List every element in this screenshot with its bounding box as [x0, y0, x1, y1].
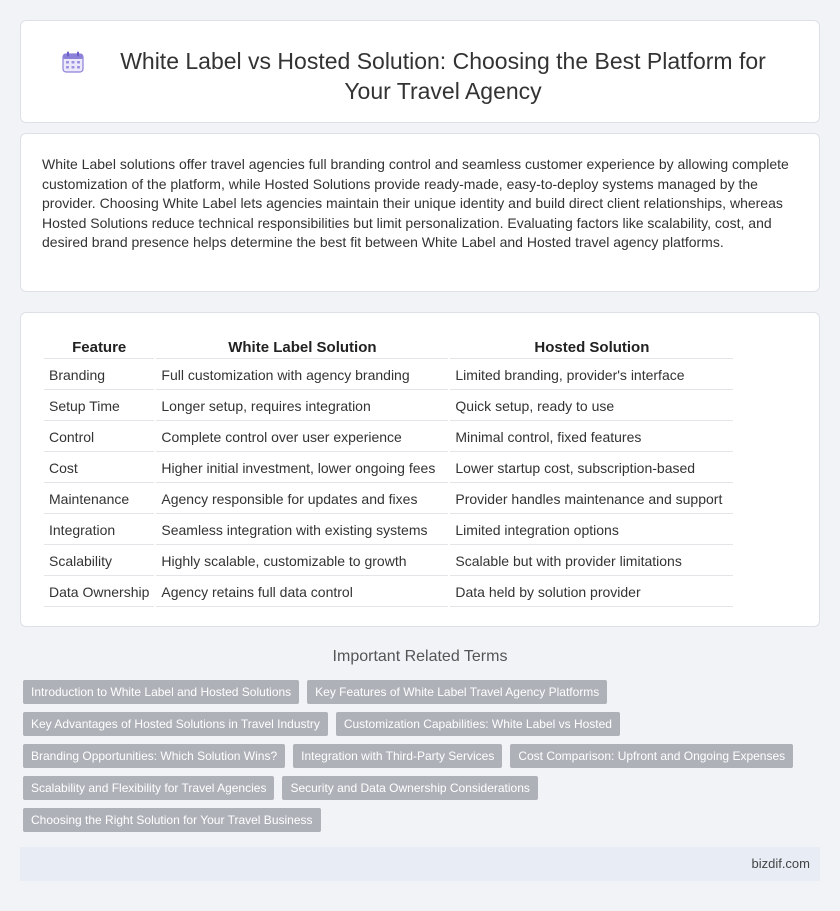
related-term-link[interactable]: Choosing the Right Solution for Your Travel Business [23, 808, 321, 832]
table-cell: Full customization with agency branding [156, 361, 448, 390]
table-cell: Limited branding, provider's interface [450, 361, 733, 390]
table-cell: Longer setup, requires integration [156, 392, 448, 421]
table-cell: Data held by solution provider [450, 578, 733, 607]
table-cell: Seamless integration with existing systems [156, 516, 448, 545]
related-term-link[interactable]: Key Features of White Label Travel Agency Platforms [307, 680, 607, 704]
related-terms-heading: Important Related Terms [332, 648, 508, 665]
table-cell: Integration [44, 516, 154, 545]
table-cell: Quick setup, ready to use [450, 392, 733, 421]
related-term-link[interactable]: Customization Capabilities: White Label vs Hosted [336, 712, 620, 736]
table-cell: Control [44, 423, 154, 452]
related-term-link[interactable]: Scalability and Flexibility for Travel Agencies [23, 776, 274, 800]
table-cell: Scalability [44, 547, 154, 576]
column-header-hosted: Hosted Solution [450, 336, 733, 359]
column-header-feature: Feature [44, 336, 154, 359]
table-cell: Branding [44, 361, 154, 390]
comparison-table-card [20, 312, 820, 627]
table-header-row [44, 336, 733, 359]
table-row [44, 578, 733, 607]
table-cell: Complete control over user experience [156, 423, 448, 452]
related-term-link[interactable]: Integration with Third-Party Services [293, 744, 502, 768]
table-row [44, 516, 733, 545]
related-term-link[interactable]: Introduction to White Label and Hosted Solutions [23, 680, 299, 704]
table-cell: Agency retains full data control [156, 578, 448, 607]
related-term-link[interactable]: Branding Opportunities: Which Solution Wins? [23, 744, 285, 768]
table-cell: Lower startup cost, subscription-based [450, 454, 733, 483]
table-cell: Minimal control, fixed features [450, 423, 733, 452]
calendar-icon [61, 50, 85, 74]
table-cell: Cost [44, 454, 154, 483]
table-cell: Scalable but with provider limitations [450, 547, 733, 576]
table-cell: Provider handles maintenance and support [450, 485, 733, 514]
comparison-table [42, 334, 735, 609]
table-row [44, 485, 733, 514]
title-row [21, 21, 819, 106]
table-cell: Higher initial investment, lower ongoing fees [156, 454, 448, 483]
table-cell: Setup Time [44, 392, 154, 421]
table-cell: Highly scalable, customizable to growth [156, 547, 448, 576]
page-title: White Label vs Hosted Solution: Choosing the Best Platform for Your Travel Agency [120, 48, 766, 104]
related-term-link[interactable]: Cost Comparison: Upfront and Ongoing Expenses [510, 744, 793, 768]
intro-paragraph: White Label solutions offer travel agencies full branding control and seamless customer experience by allowing complete customization of the platform, while Hosted Solutions provide ready-made, easy-to-deploy systems managed by the provider. Choosing White Label lets agencies maintain their unique identity and build direct client relationships, whereas Hosted Solutions reduce technical responsibilities but limit personalization. Evaluating factors like scalability, cost, and desired brand presence helps determine the best fit between White Label and Hosted travel agency platforms. [42, 156, 789, 250]
table-cell: Maintenance [44, 485, 154, 514]
footer-site-link[interactable]: bizdif.com [751, 856, 810, 871]
table-row [44, 423, 733, 452]
table-row [44, 392, 733, 421]
column-header-white-label: White Label Solution [156, 336, 448, 359]
related-term-link[interactable]: Key Advantages of Hosted Solutions in Travel Industry [23, 712, 328, 736]
related-terms-list [23, 680, 813, 832]
footer [20, 847, 820, 881]
table-row [44, 454, 733, 483]
intro-card [20, 133, 820, 292]
table-cell: Data Ownership [44, 578, 154, 607]
table-cell: Agency responsible for updates and fixes [156, 485, 448, 514]
table-row [44, 547, 733, 576]
title-card [20, 20, 820, 123]
table-cell: Limited integration options [450, 516, 733, 545]
related-term-link[interactable]: Security and Data Ownership Considerations [282, 776, 537, 800]
table-row [44, 361, 733, 390]
